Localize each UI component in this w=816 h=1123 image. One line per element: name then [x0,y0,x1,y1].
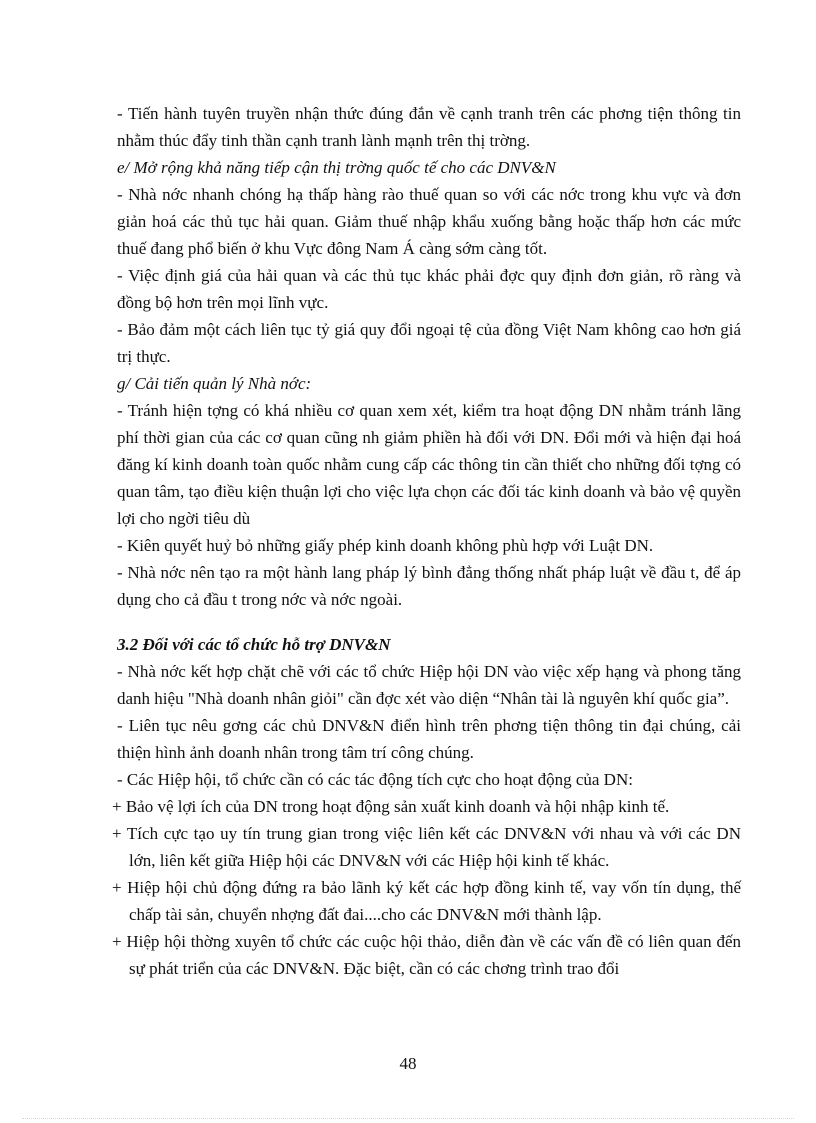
paragraph-associations: - Các Hiệp hội, tổ chức cần có các tác động tích cực cho hoạt động của DN: [117,770,633,789]
paragraph-inspection: - Tránh hiện tợng có khá nhiều cơ quan xem xét, kiểm tra hoạt động DN nhằm tránh lãng phí thời gian của các cơ quan cũng nh giảm phiền hà đối với DN. Đổi mới và hiện đại hoá đăng kí kinh doanh toàn quốc nhằm cung cấp các thông tin cần thiết cho những đối tợng có quan tâm, tạo điều kiện thuận lợi cho việc lựa chọn các đối tác kinh doanh và bảo vệ quyền lợi cho ngời tiêu dù [117,401,741,528]
paragraph-tariff: - Nhà nớc nhanh chóng hạ thấp hàng rào thuế quan so với các nớc trong khu vực và đơn giản hoá các thủ tục hải quan. Giảm thuế nhập khẩu xuống bằng hoặc thấp hơn các mức thuế đang phổ biến ở khu Vực đông Nam Á càng sớm càng tốt. [117,185,741,258]
section-heading-e: e/ Mở rộng khả năng tiếp cận thị trờng quốc tế cho các DNV&N [117,158,556,177]
page-number: 48 [399,1054,417,1073]
paragraph-exchange-rate: - Bảo đảm một cách liên tục tỷ giá quy đổi ngoại tệ của đồng Việt Nam không cao hơn giá trị thực. [117,320,741,366]
paragraph-license: - Kiên quyết huỷ bỏ những giấy phép kinh doanh không phù hợp với Luật DN. [117,536,654,555]
paragraph-customs-valuation: - Việc định giá của hải quan và các thủ tục khác phải đợc quy định đơn giản, rõ ràng và đồng bộ hơn trên mọi lĩnh vực. [117,266,741,312]
paragraph-role-models: - Liên tục nêu gơng các chủ DNV&N điển hình trên phơng tiện thông tin đại chúng, cải thiện hình ảnh doanh nhân trong tâm trí công chúng. [117,716,741,762]
paragraph-ranking: - Nhà nớc kết hợp chặt chẽ với các tổ chức Hiệp hội DN vào việc xếp hạng và phong tăng danh hiệu "Nhà doanh nhân giỏi" cần đợc xét vào diện “Nhân tài là nguyên khí quốc gia”. [117,662,741,708]
paragraph-propaganda: - Tiến hành tuyên truyền nhận thức đúng đắn về cạnh tranh trên các phơng tiện thông tin nhằm thúc đẩy tinh thần cạnh tranh lành mạnh trên thị trờng. [117,104,741,150]
paragraph-legal-corridor: - Nhà nớc nên tạo ra một hành lang pháp lý bình đẳng thống nhất pháp luật về đầu t, để áp dụng cho cả đầu t trong nớc và nớc ngoài. [117,563,741,609]
section-heading-3-2: 3.2 Đối với các tổ chức hỗ trợ DNV&N [117,635,391,654]
list-item: + Hiệp hội thờng xuyên tổ chức các cuộc hội thảo, diễn đàn về các vấn đề có liên quan đến sự phát triển của các DNV&N. Đặc biệt, cần có các chơng trình trao đổi [112,932,741,978]
document-body [112,100,741,982]
section-gap [117,613,741,631]
list-item: + Tích cực tạo uy tín trung gian trong việc liên kết các DNV&N với nhau và với các DN lớn, liên kết giữa Hiệp hội các DNV&N với các Hiệp hội kinh tế khác. [112,824,741,870]
list-item: + Hiệp hội chủ động đứng ra bảo lãnh ký kết các hợp đồng kinh tế, vay vốn tín dụng, thế chấp tài sản, chuyển nhợng đất đai....cho các DNV&N mới thành lập. [112,878,741,924]
section-heading-g: g/ Cải tiến quản lý Nhà nớc: [117,374,312,393]
footer-divider [22,1118,794,1119]
list-item: + Bảo vệ lợi ích của DN trong hoạt động sản xuất kinh doanh và hội nhập kinh tế. [112,797,670,816]
